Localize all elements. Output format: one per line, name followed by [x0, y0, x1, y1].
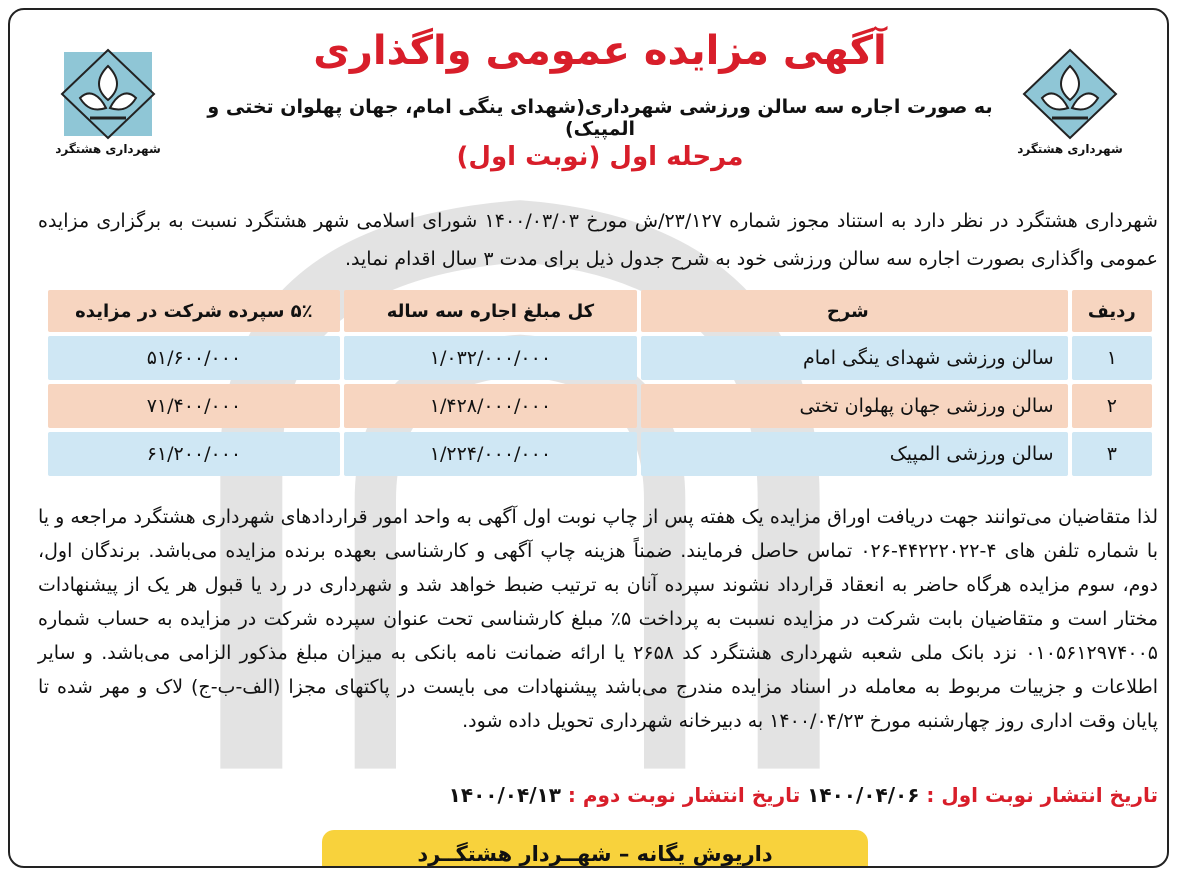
municipality-logo-icon	[60, 48, 156, 140]
row-amount: ۱/۴۲۸/۰۰۰/۰۰۰	[344, 384, 637, 428]
row-description: سالن ورزشی المپیک	[641, 432, 1068, 476]
page-subtitle: به صورت اجاره سه سالن ورزشی شهرداری(شهدای ینگی امام، جهان پهلوان تختی و المپیک)	[207, 96, 993, 140]
header-deposit: ۵٪ سپرده شرکت در مزایده	[48, 290, 340, 332]
stage-heading: مرحله اول (نوبت اول)	[456, 142, 744, 172]
row-description: سالن ورزشی جهان پهلوان تختی	[641, 384, 1068, 428]
logo-right-caption: شهرداری هشتگرد	[1017, 142, 1123, 156]
second-publication-label: تاریخ انتشار نوبت دوم :	[567, 783, 801, 807]
auction-table	[44, 286, 1156, 480]
row-index: ۳	[1072, 432, 1152, 476]
table-row	[48, 384, 1152, 428]
intro-paragraph: شهرداری هشتگرد در نظر دارد به استناد مجوز شماره ۲۳/۱۲۷/ش مورخ ۱۴۰۰/۰۳/۰۳ شورای اسلامی شهر هشتگرد نسبت به برگزاری مزایده عمومی واگذاری بصورت اجاره سه سالن ورزشی خود به شرح جدول ذیل برای مدت ۳ سال اقدام نماید.	[38, 210, 1158, 270]
row-description: سالن ورزشی شهدای ینگی امام	[641, 336, 1068, 380]
row-deposit: ۵۱/۶۰۰/۰۰۰	[48, 336, 340, 380]
row-amount: ۱/۰۳۲/۰۰۰/۰۰۰	[344, 336, 637, 380]
row-amount: ۱/۲۲۴/۰۰۰/۰۰۰	[344, 432, 637, 476]
page-title: آگهی مزایده عمومی واگذاری	[313, 28, 887, 74]
body-paragraph: لذا متقاضیان می‌توانند جهت دریافت اوراق مزایده یک هفته پس از چاپ نوبت اول آگهی به واحد امور قراردادهای شهرداری هشتگرد مراجعه و یا با شماره تلفن های ۴-۴۴۲۲۲۰۲۲-۰۲۶ تماس حاصل فرمایند. ضمناً هزینه چاپ آگهی و کارشناسی بعهده برنده مزایده می‌باشد. برندگان اول، دوم، سوم مزایده هرگاه حاضر به انعقاد قرارداد نشوند سپرده آنان به ترتیب ضبط خواهد شد و شهرداری در رد یا قبول هر یک از پیشنهادات مختار است و متقاضیان بابت شرکت در مزایده نسبت به پرداخت ۵٪ مبلغ کارشناسی تحت عنوان سپرده شرکت در مزایده به حساب شماره ۰۱۰۵۶۱۲۹۷۴۰۰۵ نزد بانک ملی شعبه شهرداری هشتگرد کد ۲۶۵۸ یا ارائه ضمانت نامه بانکی به میزان مبلغ مذکور الزامی می‌باشد. و سایر اطلاعات و جزییات مربوط به معامله در اسناد مزایده مندرج می‌باشد پیشنهادات می بایست در پاکتهای مجزا (الف-ب-ج) لاک و مهر شده تا پایان وقت اداری روز چهارشنبه مورخ ۱۴۰۰/۰۴/۲۳ به دبیرخانه شهرداری تحویل داده شود.	[38, 506, 1158, 732]
row-index: ۲	[1072, 384, 1152, 428]
row-index: ۱	[1072, 336, 1152, 380]
row-deposit: ۶۱/۲۰۰/۰۰۰	[48, 432, 340, 476]
table-row	[48, 336, 1152, 380]
table-row	[48, 432, 1152, 476]
logo-left	[48, 48, 168, 156]
first-publication-label: تاریخ انتشار نوبت اول :	[926, 783, 1158, 807]
header-amount: کل مبلغ اجاره سه ساله	[344, 290, 637, 332]
municipality-logo-icon	[1022, 48, 1118, 140]
publication-dates	[38, 778, 1158, 812]
header-description: شرح	[641, 290, 1068, 332]
logo-right	[1010, 48, 1130, 156]
announcement-frame	[8, 8, 1169, 868]
table-header-row	[48, 290, 1152, 332]
second-publication-date: ۱۴۰۰/۰۴/۱۳	[448, 783, 561, 807]
mayor-signature: داریوش یگانه – شهــردار هشتگــرد	[322, 830, 868, 868]
header-index: ردیف	[1072, 290, 1152, 332]
logo-left-caption: شهرداری هشتگرد	[55, 142, 161, 156]
first-publication-date: ۱۴۰۰/۰۴/۰۶	[807, 783, 920, 807]
row-deposit: ۷۱/۴۰۰/۰۰۰	[48, 384, 340, 428]
